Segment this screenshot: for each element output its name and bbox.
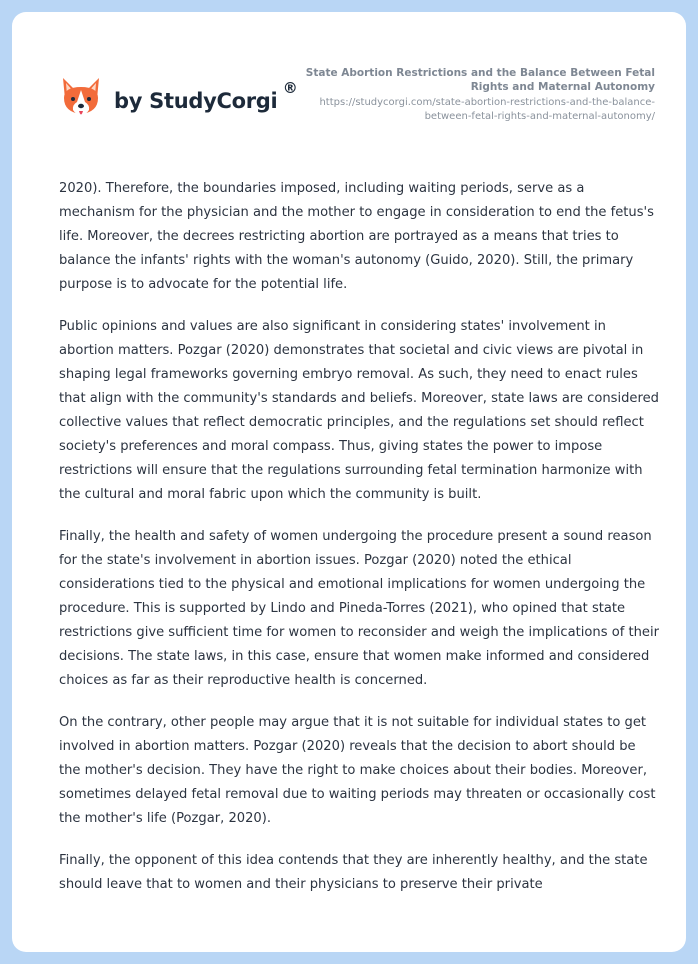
corgi-logo-icon (60, 76, 102, 122)
document-url[interactable]: https://studycorgi.com/state-abortion-restrictions-and-the-balance-between-fetal-rights-and-maternal-autonomy/ (319, 97, 655, 122)
document-body (59, 177, 659, 915)
document-page (12, 12, 686, 952)
document-title: State Abortion Restrictions and the Balance Between Fetal Rights and Maternal Autonomy (305, 67, 655, 93)
registered-mark: ® (282, 79, 298, 97)
document-meta (295, 66, 655, 124)
paragraph: Public opinions and values are also significant in considering states' involvement in abortion matters. Pozgar (2020) demonstrates that societal and civic views are pivotal in shaping legal frameworks governing embryo removal. As such, they need to enact rules that align with the community's standards and beliefs. Moreover, state laws are considered collective values that reflect democratic principles, and the regulations set should reflect society's preferences and moral compass. Thus, giving states the power to impose restrictions will ensure that the regulations surrounding fetal termination harmonize with the cultural and moral fabric upon which the community is built. (59, 319, 659, 502)
paragraph: 2020). Therefore, the boundaries imposed, including waiting periods, serve as a mechanism for the physician and the mother to engage in consideration to end the fetus's life. Moreover, the decrees restricting abortion are portrayed as a means that tries to balance the infants' rights with the woman's autonomy (Guido, 2020). Still, the primary purpose is to advocate for the potential life. (59, 181, 654, 292)
studycorgi-logo[interactable] (60, 76, 298, 122)
paragraph: Finally, the health and safety of women undergoing the procedure present a sound reason for the state's involvement in abortion issues. Pozgar (2020) noted the ethical considerations tied to the physical and emotional implications for women undergoing the procedure. This is supported by Lindo and Pineda-Torres (2021), who opined that state restrictions give sufficient time for women to reconsider and weigh the implications of their decisions. The state laws, in this case, ensure that women make informed and considered choices as far as their reproductive health is concerned. (59, 529, 659, 688)
paragraph: On the contrary, other people may argue that it is not suitable for individual states to get involved in abortion matters. Pozgar (2020) reveals that the decision to abort should be the mother's decision. They have the right to make choices about their bodies. Moreover, sometimes delayed fetal removal due to waiting periods may threaten or occasionally cost the mother's life (Pozgar, 2020). (59, 715, 656, 826)
brand-name (114, 79, 298, 113)
paragraph: Finally, the opponent of this idea contends that they are inherently healthy, and the state should leave that to women and their physicians to preserve their private (59, 853, 648, 892)
brand-text: by StudyCorgi (114, 89, 278, 113)
